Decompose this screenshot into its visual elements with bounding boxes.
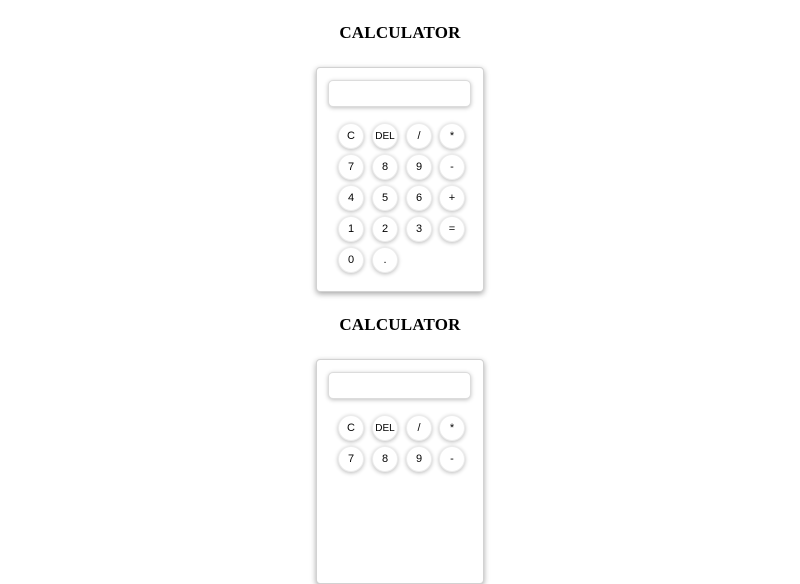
digit-8-button[interactable]: 8 (372, 446, 398, 472)
calculator-display[interactable] (328, 372, 471, 399)
page-title: CALCULATOR (339, 315, 461, 334)
digit-0-button[interactable]: 0 (338, 247, 364, 273)
add-button[interactable]: + (439, 185, 465, 211)
page-title: CALCULATOR (339, 23, 461, 42)
clear-button[interactable]: C (338, 123, 364, 149)
calculator-panel (316, 359, 484, 584)
divide-button[interactable]: / (406, 123, 432, 149)
digit-6-button[interactable]: 6 (406, 185, 432, 211)
digit-8-button[interactable]: 8 (372, 154, 398, 180)
equals-button[interactable]: = (439, 216, 465, 242)
digit-1-button[interactable]: 1 (338, 216, 364, 242)
multiply-button[interactable]: * (439, 123, 465, 149)
divide-button[interactable]: / (406, 415, 432, 441)
clear-button[interactable]: C (338, 415, 364, 441)
digit-9-button[interactable]: 9 (406, 154, 432, 180)
digit-3-button[interactable]: 3 (406, 216, 432, 242)
digit-7-button[interactable]: 7 (338, 154, 364, 180)
digit-9-button[interactable]: 9 (406, 446, 432, 472)
delete-button[interactable]: DEL (372, 415, 398, 441)
subtract-button[interactable]: - (439, 154, 465, 180)
multiply-button[interactable]: * (439, 415, 465, 441)
calculator-panel (316, 67, 484, 292)
digit-7-button[interactable]: 7 (338, 446, 364, 472)
digit-5-button[interactable]: 5 (372, 185, 398, 211)
delete-button[interactable]: DEL (372, 123, 398, 149)
digit-2-button[interactable]: 2 (372, 216, 398, 242)
decimal-button[interactable]: . (372, 247, 398, 273)
digit-4-button[interactable]: 4 (338, 185, 364, 211)
subtract-button[interactable]: - (439, 446, 465, 472)
calculator-display[interactable] (328, 80, 471, 107)
